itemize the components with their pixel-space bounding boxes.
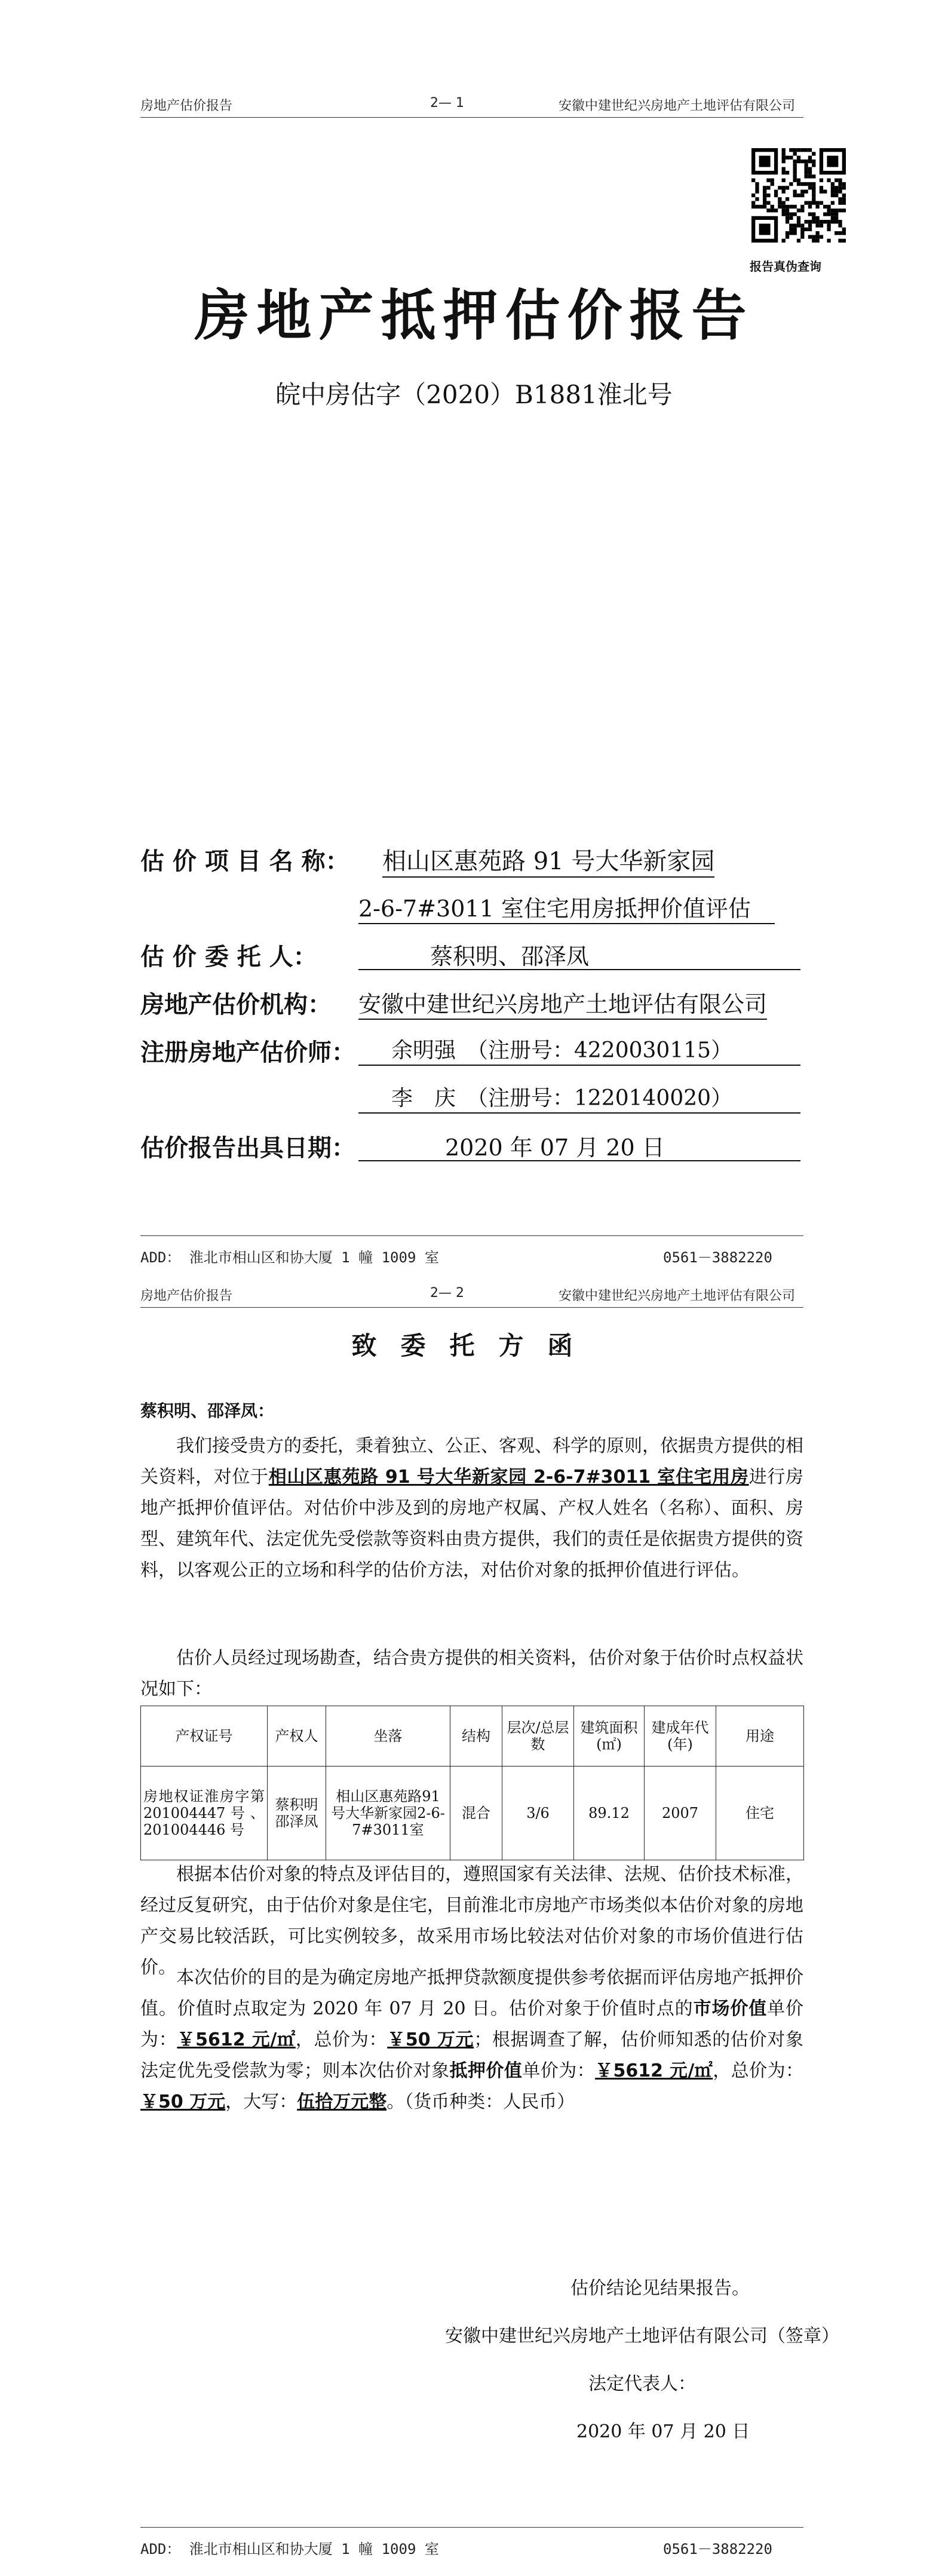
header-page-number: 2— 1 xyxy=(430,96,464,111)
appraiser-underline-1 xyxy=(358,1065,800,1066)
total-price-uppercase: 伍拾万元整 xyxy=(297,2092,387,2112)
table-header-cell: 建筑面积(㎡) xyxy=(574,1706,645,1767)
table-cell-owner: 蔡积明邵泽凤 xyxy=(268,1767,326,1860)
header-rule xyxy=(140,117,803,118)
footer-phone: 0561－3882220 xyxy=(663,2541,772,2557)
footer-rule xyxy=(140,1235,803,1236)
p4-text-b: 单价为： xyxy=(140,1998,804,2050)
appraiser-2: 李 庆 （注册号：1220140020） xyxy=(391,1086,733,1111)
report-cover-page xyxy=(0,0,948,1284)
mortgage-total-price: ￥50 万元 xyxy=(140,2092,226,2112)
issue-date-label: 估价报告出具日期： xyxy=(140,1134,355,1162)
appraiser-1: 余明强 （注册号：4220030115） xyxy=(391,1038,733,1063)
client-value: 蔡积明、邵泽凤 xyxy=(430,943,590,970)
header-right: 安徽中建世纪兴房地产土地评估有限公司 xyxy=(559,99,796,114)
p1-text-a: 我们接受贵方的委托，秉着独立、公正、客观、科学的原则，依据贵方提供的相关资料，对位于 xyxy=(140,1436,803,1488)
table-cell-floors: 3/6 xyxy=(502,1767,574,1860)
mortgage-unit-price: ￥5612 元/㎡ xyxy=(595,2060,713,2081)
footer-rule xyxy=(140,2527,803,2528)
table-header-row xyxy=(141,1706,804,1767)
market-unit-price: ￥5612 元/㎡ xyxy=(177,2029,296,2050)
p4-text-f: ，总价为： xyxy=(713,2060,804,2081)
header-rule xyxy=(140,1307,803,1308)
table-header-cell: 坐落 xyxy=(326,1706,450,1767)
signature-date: 2020 年 07 月 20 日 xyxy=(576,2421,750,2442)
conclusion-note: 估价结论见结果报告。 xyxy=(570,2278,750,2299)
project-name-line2: 2-6-7#3011 室住宅用房抵押价值评估 xyxy=(358,890,775,924)
table-cell-year: 2007 xyxy=(645,1767,716,1860)
market-value-label: 市场价值 xyxy=(693,1998,768,2019)
letter-title: 致委托方函 xyxy=(351,1331,597,1360)
header-page-number: 2— 2 xyxy=(430,1286,464,1301)
header-right: 安徽中建世纪兴房地产土地评估有限公司 xyxy=(559,1289,796,1304)
issue-date-value: 2020 年 07 月 20 日 xyxy=(445,1134,665,1161)
p4-text-g: ，大写： xyxy=(225,2092,297,2112)
project-name-line1: 相山区惠苑路 91 号大华新家园 xyxy=(382,842,714,878)
project-name-label: 估 价 项 目 名 称： xyxy=(140,848,349,875)
p1-text-c: 进行房地产抵押价值评估。对估价中涉及到的房地产权属、产权人姓名（名称）、面积、房型、建筑年代、法定优先受偿款等资料由贵方提供，我们的责任是依据贵方提供的资料，以客观公正的立场和科学的估价方法，对估价对象的抵押价值进行评估。 xyxy=(140,1467,804,1581)
market-total-price: ￥50 万元 xyxy=(387,2029,474,2050)
p4-text-c: ，总价为： xyxy=(295,2029,388,2050)
appraiser-label: 注册房地产估价师： xyxy=(140,1039,355,1066)
table-header-cell: 层次/总层数 xyxy=(502,1706,574,1767)
table-header-cell: 建成年代(年) xyxy=(645,1706,716,1767)
footer-address: ADD： 淮北市相山区和协大厦 1 幢 1009 室 xyxy=(140,1249,439,1266)
table-header-cell: 结构 xyxy=(450,1706,502,1767)
table-cell-area: 89.12 xyxy=(574,1767,645,1860)
header-left: 房地产估价报告 xyxy=(140,99,233,114)
paragraph-4 xyxy=(140,1962,803,2118)
table-cell-cert: 房地权证淮房字第201004447 号 、201004446 号 xyxy=(141,1767,268,1860)
p4-text-h: 。（货币种类：人民币） xyxy=(386,2092,575,2112)
property-address: 相山区惠苑路 91 号大华新家园 2-6-7#3011 室住宅用房 xyxy=(268,1467,749,1488)
footer-phone: 0561－3882220 xyxy=(663,1249,772,1266)
signature-company: 安徽中建世纪兴房地产土地评估有限公司（签章） xyxy=(445,2326,839,2347)
property-rights-table xyxy=(140,1706,804,1860)
table-header-cell: 产权证号 xyxy=(141,1706,268,1767)
salutation: 蔡积明、邵泽凤： xyxy=(140,1401,275,1421)
paragraph-1 xyxy=(140,1431,803,1586)
p4-text-e: 单价为： xyxy=(522,2060,596,2081)
mortgage-value-label: 抵押价值 xyxy=(449,2060,523,2081)
header-left: 房地产估价报告 xyxy=(140,1289,233,1304)
table-row xyxy=(141,1767,804,1860)
commission-letter-page xyxy=(0,1284,948,2576)
p4-text-d: ；根据调查了解，估价师知悉的估价对象法定优先受偿款为零；则本次估价对象 xyxy=(140,2029,803,2081)
qr-code-icon[interactable] xyxy=(751,148,846,243)
report-number: 皖中房估字（2020）B1881淮北号 xyxy=(275,380,673,409)
agency-value: 安徽中建世纪兴房地产土地评估有限公司 xyxy=(358,986,767,1020)
qr-caption: 报告真伪查询 xyxy=(750,259,821,274)
client-label: 估 价 委 托 人： xyxy=(140,943,317,971)
paragraph-2: 估价人员经过现场勘查，结合贵方提供的相关资料，估价对象于估价时点权益状况如下： xyxy=(140,1648,803,1700)
report-title: 房地产抵押估价报告 xyxy=(194,284,754,348)
footer-address: ADD： 淮北市相山区和协大厦 1 幢 1009 室 xyxy=(140,2541,439,2557)
agency-label: 房地产估价机构： xyxy=(140,991,332,1019)
table-cell-use: 住宅 xyxy=(716,1767,804,1860)
paragraph-3: 根据本估价对象的特点及评估目的，遵照国家有关法律、法规、估价技术标准，经过反复研究，由于估价对象是住宅，目前淮北市房地产市场类似本估价对象的房地产交易比较活跃，可比实例较多，故采用市场比较法对估价对象的市场价值进行估价。 xyxy=(140,1864,803,1978)
table-cell-location: 相山区惠苑路91 号大华新家园2-6-7#3011室 xyxy=(326,1767,450,1860)
table-header-cell: 产权人 xyxy=(268,1706,326,1767)
legal-representative: 法定代表人： xyxy=(588,2373,696,2394)
table-header-cell: 用途 xyxy=(716,1706,804,1767)
appraiser-underline-2 xyxy=(358,1112,800,1114)
table-cell-structure: 混合 xyxy=(450,1767,502,1860)
p4-text-a: 本次估价的目的是为确定房地产抵押贷款额度提供参考依据而评估房地产抵押价值。价值时点取定为 2020 年 07 月 20 日。估价对象于价值时点的 xyxy=(140,1967,803,2019)
